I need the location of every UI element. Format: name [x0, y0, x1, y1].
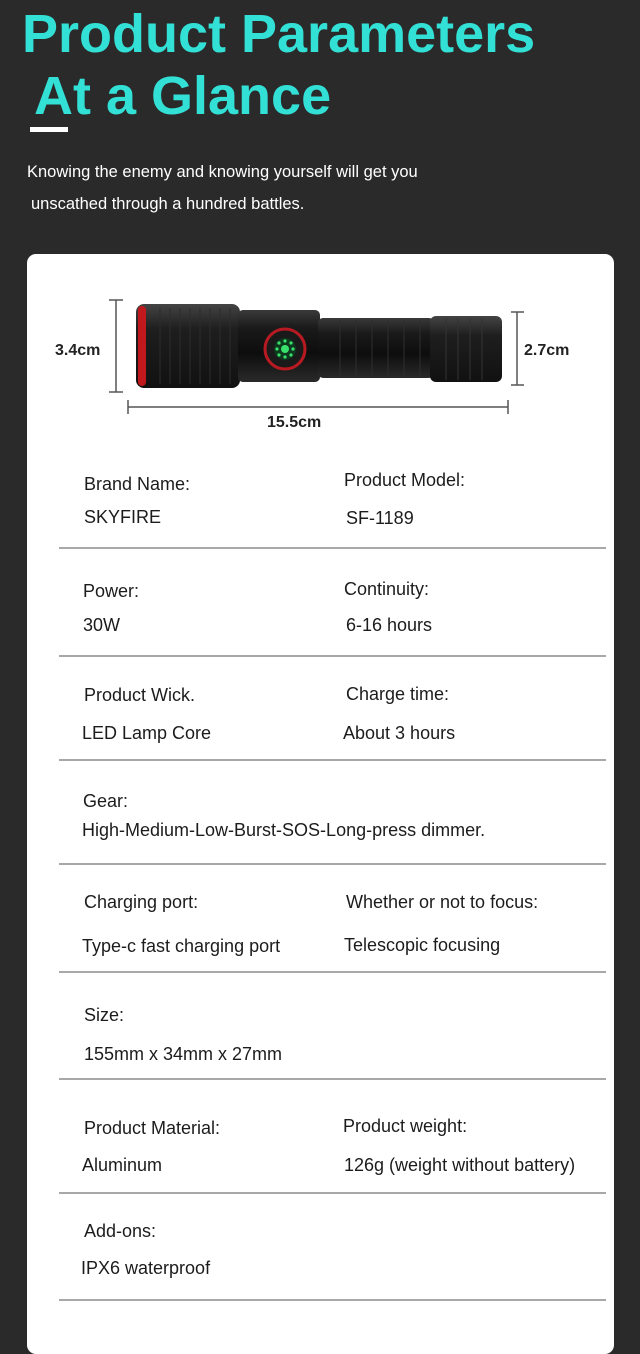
size-value: 155mm x 34mm x 27mm	[84, 1044, 283, 1064]
focus-value: Telescopic focusing	[344, 935, 501, 955]
tail-dimension-label: 2.7cm	[524, 342, 570, 359]
title-underline	[30, 127, 68, 132]
row-divider	[59, 1299, 606, 1301]
row-divider	[59, 971, 606, 973]
page-title-line-2: At a Glance	[34, 66, 332, 126]
height-dimension-bracket	[109, 300, 123, 392]
charging-port-value: Type-c fast charging port	[82, 936, 281, 956]
row-divider	[59, 1078, 606, 1080]
charging-port-label: Charging port:	[84, 892, 199, 912]
product-material-label: Product Material:	[84, 1118, 221, 1138]
product-weight-value: 126g (weight without battery)	[344, 1155, 576, 1175]
product-wick-label: Product Wick.	[84, 685, 196, 705]
length-dimension-bracket	[128, 400, 508, 414]
length-dimension-label: 15.5cm	[267, 414, 322, 431]
brand-name-value: SKYFIRE	[84, 507, 162, 527]
power-value: 30W	[83, 615, 121, 635]
gear-value: High-Medium-Low-Burst-SOS-Long-press dimmer.	[82, 820, 486, 840]
row-divider	[59, 759, 606, 761]
product-model-label: Product Model:	[344, 470, 466, 490]
row-divider	[59, 1192, 606, 1194]
add-ons-value: IPX6 waterproof	[81, 1258, 211, 1278]
product-wick-value: LED Lamp Core	[82, 723, 212, 743]
brand-name-label: Brand Name:	[84, 474, 191, 494]
product-model-value: SF-1189	[346, 508, 414, 528]
page-title-line-1: Product Parameters	[22, 4, 536, 64]
subtitle-line-1: Knowing the enemy and knowing yourself will get you	[27, 163, 418, 181]
continuity-value: 6-16 hours	[346, 615, 433, 635]
height-dimension-label: 3.4cm	[55, 342, 101, 359]
product-weight-label: Product weight:	[343, 1116, 468, 1136]
focus-label: Whether or not to focus:	[346, 892, 539, 912]
add-ons-label: Add-ons:	[84, 1221, 157, 1241]
charge-time-label: Charge time:	[346, 684, 450, 704]
row-divider	[59, 863, 606, 865]
size-label: Size:	[84, 1005, 125, 1025]
gear-label: Gear:	[83, 791, 129, 811]
row-divider	[59, 547, 606, 549]
continuity-label: Continuity:	[344, 579, 430, 599]
flashlight-icon	[136, 304, 502, 388]
power-label: Power:	[83, 581, 140, 601]
tail-dimension-bracket	[511, 312, 524, 385]
product-material-value: Aluminum	[82, 1155, 163, 1175]
charge-time-value: About 3 hours	[343, 723, 456, 743]
subtitle-line-2: unscathed through a hundred battles.	[31, 195, 305, 213]
row-divider	[59, 655, 606, 657]
